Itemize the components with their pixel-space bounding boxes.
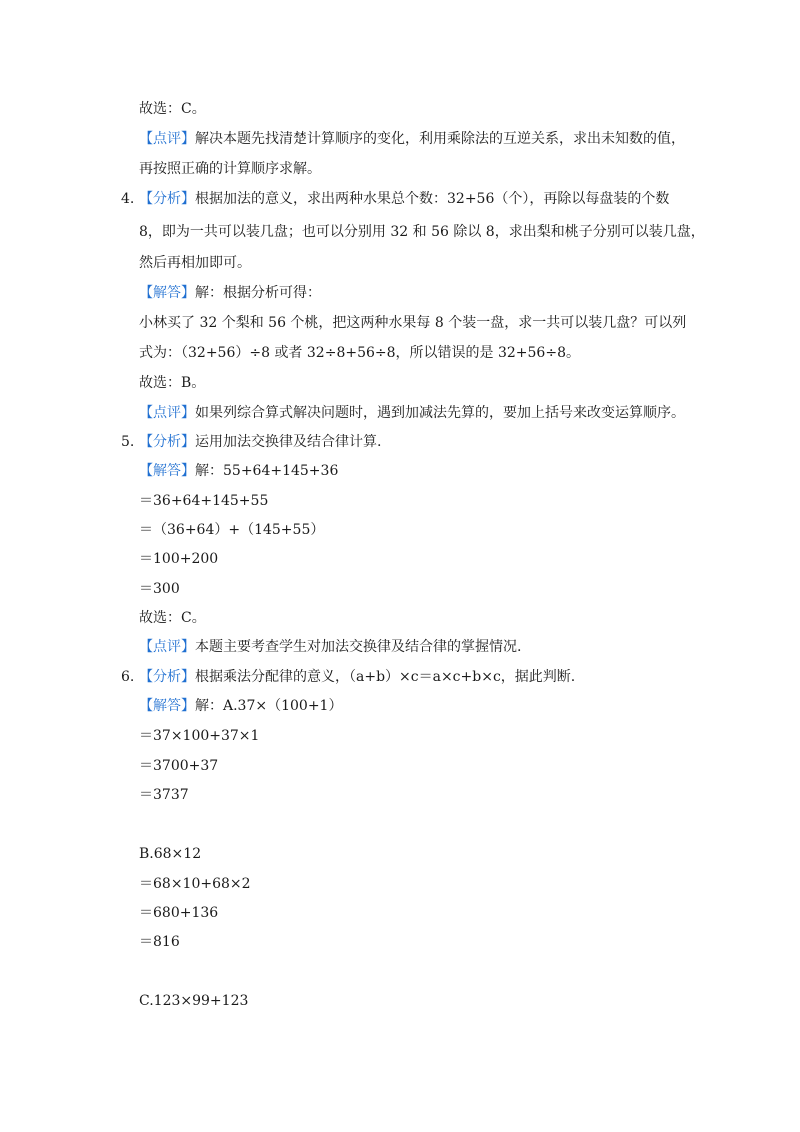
- option-b-expression: B.68×12: [139, 846, 202, 862]
- calc-step: ＝3700+37: [139, 758, 219, 774]
- analysis-line-cont: 然后再相加即可。: [139, 255, 251, 271]
- calc-step: ＝36+64+145+55: [139, 493, 269, 509]
- calc-step: ＝100+200: [139, 551, 219, 567]
- solution-line: 【解答】解：根据分析可得：: [139, 285, 321, 301]
- question-number-5: 5.: [121, 434, 135, 450]
- analysis-line: 【分析】根据乘法分配律的意义，（a+b）×c＝a×c+b×c，据此判断.: [139, 669, 576, 685]
- calc-step: ＝680+136: [139, 905, 219, 921]
- section-tag: 【点评】: [139, 131, 195, 147]
- calc-step: ＝300: [139, 581, 180, 597]
- section-tag: 【点评】: [139, 639, 195, 655]
- calc-step: ＝37×100+37×1: [139, 728, 260, 744]
- question-number-6: 6.: [121, 669, 135, 685]
- analysis-line: 【分析】运用加法交换律及结合律计算.: [139, 434, 382, 450]
- analysis-line: 【分析】根据加法的意义，求出两种水果总个数：32+56（个），再除以每盘装的个数: [139, 191, 670, 207]
- solution-line: 【解答】解：A.37×（100+1）: [139, 698, 343, 714]
- answer-line: 故选：C。: [139, 101, 206, 117]
- analysis-line-cont: 8，即为一共可以装几盘；也可以分别用 32 和 56 除以 8，求出梨和桃子分别可以装几盘，: [139, 224, 705, 240]
- solution-line-cont: 小林买了 32 个梨和 56 个桃，把这两种水果每 8 个装一盘，求一共可以装几盘？可以列: [139, 315, 687, 331]
- section-tag: 【点评】: [139, 405, 195, 421]
- section-tag: 【分析】: [139, 191, 195, 207]
- answer-line: 故选：B。: [139, 375, 206, 391]
- comment-line-cont: 再按照正确的计算顺序求解。: [139, 161, 321, 177]
- comment-line: 【点评】解决本题先找清楚计算顺序的变化，利用乘除法的互逆关系，求出未知数的值，: [139, 131, 685, 147]
- question-number-4: 4.: [121, 191, 135, 207]
- section-tag: 【解答】: [139, 463, 195, 479]
- calc-step: ＝816: [139, 934, 180, 950]
- comment-line: 【点评】如果列综合算式解决问题时，遇到加减法先算的，要加上括号来改变运算顺序。: [139, 405, 685, 421]
- comment-line: 【点评】本题主要考查学生对加法交换律及结合律的掌握情况.: [139, 639, 522, 655]
- option-c-expression: C.123×99+123: [139, 993, 249, 1009]
- solution-line: 【解答】解：55+64+145+36: [139, 463, 339, 479]
- section-tag: 【解答】: [139, 285, 195, 301]
- calc-step: ＝68×10+68×2: [139, 876, 251, 892]
- section-tag: 【分析】: [139, 669, 195, 685]
- solution-line-cont: 式为：（32+56）÷8 或者 32÷8+56÷8，所以错误的是 32+56÷8。: [139, 345, 580, 361]
- section-tag: 【分析】: [139, 434, 195, 450]
- calc-step: ＝3737: [139, 787, 189, 803]
- calc-step: ＝（36+64）+（145+55）: [139, 522, 325, 538]
- answer-line: 故选：C。: [139, 610, 206, 626]
- section-tag: 【解答】: [139, 698, 195, 714]
